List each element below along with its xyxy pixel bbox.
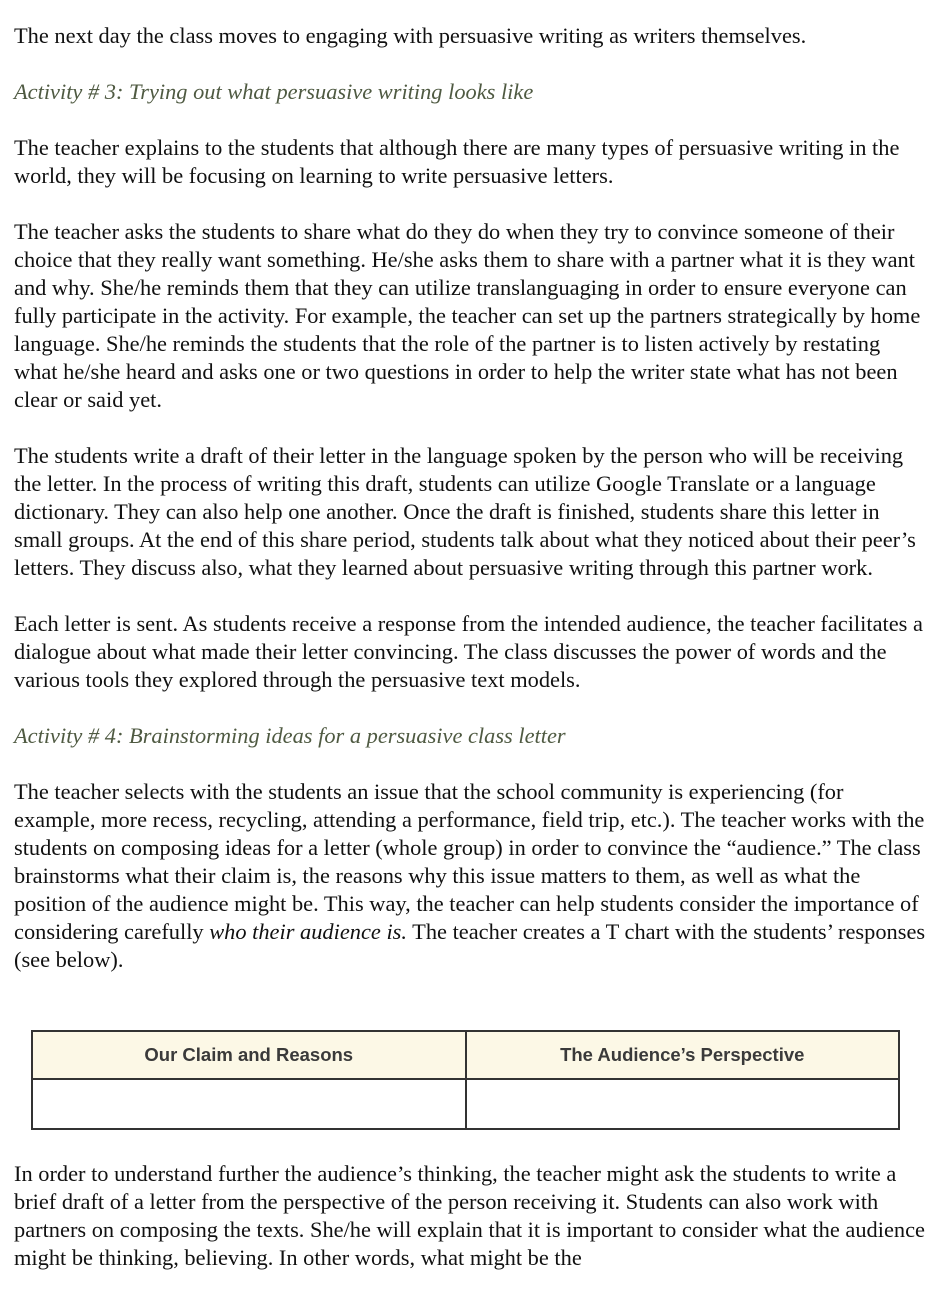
intro-paragraph: The next day the class moves to engaging with persuasive writing as writers themselves. — [14, 23, 807, 48]
activity-3-heading: Activity # 3: Trying out what persuasive writing looks like — [14, 79, 534, 104]
activity-4-p1-text: The teacher selects with the students an issue that the school community is experiencing (for example, more recess, recycling, attending a performance, field trip, etc.). The teacher works with the students on composing ideas for a letter (whole group) in order to convince the “audience.” The class brainstorms what their claim is, the reasons why this issue matters to them, as well as what the position of the audience might be. This way, the teacher can help students consider the importance of considering carefully — [14, 779, 925, 944]
activity-3-paragraph-1: The teacher explains to the students that although there are many types of persuasive writing in the world, they will be focusing on learning to write persuasive letters. — [14, 135, 900, 188]
activity-4-paragraph-1 — [14, 778, 929, 974]
document-body — [14, 22, 929, 1002]
activity-4-p1-emphasis: who their audience is. — [209, 919, 407, 944]
t-chart-claim-header: Our Claim and Reasons — [32, 1031, 466, 1079]
closing-section — [14, 1160, 929, 1272]
t-chart — [31, 1030, 900, 1130]
activity-4-paragraph-2: In order to understand further the audience’s thinking, the teacher might ask the students to write a brief draft of a letter from the perspective of the person receiving it. Students can also work with partners on composing the texts. She/he will explain that it is important to consider what the audience might be thinking, believing. In other words, what might be the — [14, 1161, 925, 1270]
activity-3-paragraph-3: The students write a draft of their letter in the language spoken by the person who will be receiving the letter. In the process of writing this draft, students can utilize Google Translate or a language dictionary. They can also help one another. Once the draft is finished, students share this letter in small groups. At the end of this share period, students talk about what they noticed about their peer’s letters. They discuss also, what they learned about persuasive writing through this partner work. — [14, 443, 916, 580]
t-chart-header-row — [32, 1031, 899, 1079]
activity-4-p1-text-end: The teacher creates a T chart with the students’ responses (see below). — [14, 919, 926, 972]
t-chart-body-row — [32, 1079, 899, 1129]
t-chart-claim-cell — [32, 1079, 466, 1129]
t-chart-audience-cell — [466, 1079, 900, 1129]
activity-3-paragraph-4: Each letter is sent. As students receive a response from the intended audience, the teacher facilitates a dialogue about what made their letter convincing. The class discusses the power of words and the various tools they explored through the persuasive text models. — [14, 611, 923, 692]
activity-3-paragraph-2: The teacher asks the students to share what do they do when they try to convince someone of their choice that they really want something. He/she asks them to share with a partner what it is they want and why. She/he reminds them that they can utilize translanguaging in order to ensure everyone can fully participate in the activity. For example, the teacher can set up the partners strategically by home language. She/he reminds the students that the role of the partner is to listen actively by restating what he/she heard and asks one or two questions in order to help the writer state what has not been clear or said yet. — [14, 219, 921, 412]
activity-4-heading: Activity # 4: Brainstorming ideas for a persuasive class letter — [14, 723, 566, 748]
t-chart-audience-header: The Audience’s Perspective — [466, 1031, 900, 1079]
